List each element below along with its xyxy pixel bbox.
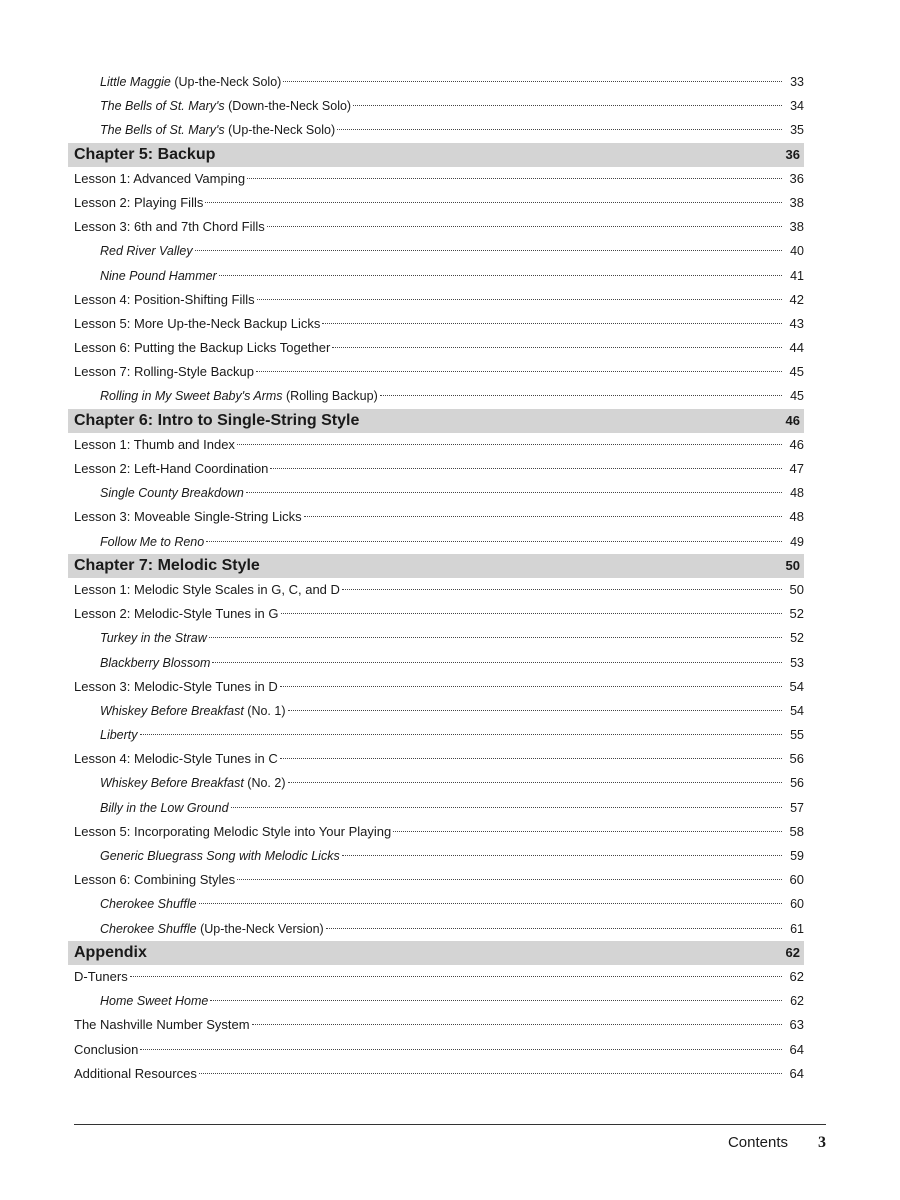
toc-page-number: 33 <box>790 75 804 89</box>
dot-leader <box>380 395 782 396</box>
toc-tune-entry[interactable] <box>74 723 804 747</box>
toc-entry-title: Lesson 4: Position-Shifting Fills <box>74 291 255 307</box>
toc-entry-title <box>100 264 217 288</box>
dot-leader <box>256 371 782 372</box>
toc-entry-title: Lesson 3: Moveable Single-String Licks <box>74 509 302 525</box>
dot-leader <box>199 903 782 904</box>
page-footer <box>74 1134 826 1152</box>
toc-lesson-entry[interactable] <box>74 191 804 215</box>
toc-entry-title: The Nashville Number System <box>74 1017 250 1033</box>
toc-page-number: 60 <box>789 872 804 888</box>
dot-leader <box>288 710 783 711</box>
toc-tune-name: Single County Breakdown <box>100 486 244 501</box>
toc-tune-entry[interactable] <box>74 699 804 723</box>
toc-tune-entry[interactable] <box>74 917 804 941</box>
toc-tune-entry[interactable] <box>74 796 804 820</box>
toc-entry-title: Lesson 2: Left-Hand Coordination <box>74 461 269 476</box>
dot-leader <box>280 686 782 687</box>
toc-page-number: 47 <box>789 461 804 476</box>
toc-entry-title <box>100 70 281 94</box>
toc-page-number: 36 <box>789 170 804 186</box>
toc-lesson-entry[interactable] <box>74 965 804 989</box>
dot-leader <box>342 855 782 856</box>
toc-entry-title: Chapter 7: Melodic Style <box>74 556 260 574</box>
toc-entry-title: Lesson 5: More Up-the-Neck Backup Licks <box>74 315 321 331</box>
toc-tune-entry[interactable] <box>74 626 804 650</box>
toc-entry-title <box>100 723 138 747</box>
dot-leader <box>326 928 782 929</box>
toc-tune-name: Turkey in the Straw <box>100 631 207 646</box>
toc-entry-title: Appendix <box>74 943 147 961</box>
dot-leader <box>205 202 782 203</box>
dot-leader <box>280 758 782 759</box>
toc-page-number: 41 <box>790 268 804 283</box>
toc-entry-title <box>100 239 193 263</box>
toc-page-number: 42 <box>789 291 804 307</box>
dot-leader <box>304 516 782 517</box>
toc-tune-note: (No. 1) <box>243 703 286 718</box>
dot-leader <box>288 782 783 783</box>
toc-page-number: 50 <box>785 557 800 573</box>
toc-page-number: 56 <box>789 751 804 767</box>
toc-tune-name: Little Maggie <box>100 75 171 89</box>
toc-entry-title: Lesson 3: 6th and 7th Chord Fills <box>74 219 265 235</box>
toc-page-number: 61 <box>790 921 804 936</box>
dot-leader <box>252 1024 782 1025</box>
toc-entry-title: Lesson 7: Rolling-Style Backup <box>74 364 254 380</box>
dot-leader <box>219 275 782 276</box>
toc-entry-title: Lesson 1: Advanced Vamping <box>74 170 246 186</box>
toc-entry-title: Conclusion <box>74 1041 139 1057</box>
dot-leader <box>353 105 782 106</box>
toc-page-number: 63 <box>789 1017 804 1033</box>
dot-leader <box>195 250 782 251</box>
toc-entry-title <box>100 481 244 505</box>
toc-entry-title <box>100 989 208 1013</box>
toc-tune-name: The Bells of St. Mary's <box>100 123 225 138</box>
toc-page-number: 36 <box>785 146 800 162</box>
toc-entry-title: Additional Resources <box>74 1065 197 1081</box>
toc-tune-entry[interactable] <box>74 651 804 675</box>
toc-page-number: 56 <box>790 776 804 791</box>
toc-page-number: 62 <box>790 994 804 1009</box>
toc-tune-entry[interactable] <box>74 70 804 94</box>
toc-tune-entry[interactable] <box>74 989 804 1013</box>
toc-entry-title <box>100 771 286 795</box>
toc-lesson-entry[interactable] <box>74 602 804 626</box>
toc-page-number: 52 <box>789 606 804 622</box>
toc-entry-title <box>100 118 335 142</box>
toc-tune-name: Whiskey Before Breakfast <box>100 703 244 718</box>
toc-lesson-entry[interactable] <box>74 336 804 360</box>
toc-entry-title <box>100 796 229 820</box>
toc-lesson-entry[interactable] <box>74 1062 804 1086</box>
toc-page-number: 59 <box>790 849 804 863</box>
toc-tune-entry[interactable] <box>74 844 804 868</box>
toc-chapter-heading[interactable] <box>68 941 804 965</box>
toc-tune-name: Follow Me to Reno <box>100 534 205 549</box>
toc-tune-name: The Bells of St. Mary's <box>100 99 225 114</box>
dot-leader <box>270 468 782 469</box>
toc-tune-note: (No. 2) <box>243 776 286 791</box>
toc-entry-title: Lesson 5: Incorporating Melodic Style into Your Playing <box>74 823 392 839</box>
toc-tune-entry[interactable] <box>74 530 804 554</box>
dot-leader <box>281 613 783 614</box>
toc-lesson-entry[interactable] <box>74 167 804 191</box>
toc-page-number: 58 <box>789 823 804 839</box>
toc-entry-title <box>100 699 286 723</box>
dot-leader <box>140 734 782 735</box>
toc-lesson-entry[interactable] <box>74 433 804 457</box>
toc-page-number: 46 <box>785 412 800 428</box>
footer-rule <box>74 1124 826 1125</box>
toc-tune-entry[interactable] <box>74 384 804 408</box>
dot-leader <box>267 226 782 227</box>
toc-lesson-entry[interactable] <box>74 360 804 384</box>
toc-tune-note: (Up-the-Neck Solo) <box>224 123 336 138</box>
toc-page-number: 64 <box>789 1041 804 1057</box>
toc-page-number: 54 <box>790 703 804 718</box>
dot-leader <box>209 637 782 638</box>
toc-page-number: 50 <box>789 581 804 597</box>
toc-entry-title <box>100 651 210 675</box>
toc-tune-name: Billy in the Low Ground <box>100 800 229 815</box>
toc-tune-name: Cherokee Shuffle <box>100 921 197 936</box>
toc-lesson-entry[interactable] <box>74 578 804 602</box>
toc-page-number: 55 <box>790 728 804 743</box>
toc-tune-note: (Rolling Backup) <box>282 389 378 404</box>
toc-entry-title: Lesson 6: Combining Styles <box>74 872 236 888</box>
toc-tune-name: Liberty <box>100 728 138 743</box>
toc-lesson-entry[interactable] <box>74 312 804 336</box>
toc-entry-title <box>100 917 324 941</box>
toc-page-number: 46 <box>789 436 804 452</box>
dot-leader <box>140 1049 782 1050</box>
toc-tune-note: (Down-the-Neck Solo) <box>224 99 352 114</box>
toc-entry-title <box>100 94 351 118</box>
toc-tune-name: Cherokee Shuffle <box>100 897 197 912</box>
dot-leader <box>130 976 782 977</box>
toc-tune-entry[interactable] <box>74 481 804 505</box>
toc-chapter-heading[interactable] <box>68 409 804 433</box>
table-of-contents <box>74 70 804 1086</box>
toc-page-number: 45 <box>789 364 804 380</box>
toc-page-number: 57 <box>790 800 804 815</box>
toc-page-number: 48 <box>789 509 804 525</box>
toc-lesson-entry[interactable] <box>74 505 804 529</box>
toc-tune-entry[interactable] <box>74 771 804 795</box>
footer-page-number: 3 <box>818 1134 826 1151</box>
dot-leader <box>206 541 782 542</box>
toc-tune-name: Generic Bluegrass Song with Melodic Licks <box>100 849 340 863</box>
toc-lesson-entry[interactable] <box>74 288 804 312</box>
toc-page-number: 48 <box>790 486 804 501</box>
toc-entry-title: Lesson 4: Melodic-Style Tunes in C <box>74 751 278 767</box>
dot-leader <box>237 444 782 445</box>
toc-page-number: 53 <box>790 655 804 670</box>
toc-chapter-heading[interactable] <box>68 554 804 578</box>
dot-leader <box>393 831 782 832</box>
toc-lesson-entry[interactable] <box>74 747 804 771</box>
toc-entry-title: Lesson 6: Putting the Backup Licks Together <box>74 340 331 356</box>
toc-page-number: 40 <box>790 244 804 259</box>
toc-page-number: 60 <box>790 897 804 912</box>
toc-lesson-entry[interactable] <box>74 457 804 481</box>
dot-leader <box>342 589 782 590</box>
toc-page-number: 43 <box>789 315 804 331</box>
toc-entry-title: Chapter 6: Intro to Single-String Style <box>74 411 360 429</box>
toc-entry-title: Lesson 3: Melodic-Style Tunes in D <box>74 678 278 694</box>
toc-tune-entry[interactable] <box>74 118 804 142</box>
toc-tune-name: Home Sweet Home <box>100 994 209 1009</box>
toc-entry-title: Lesson 2: Playing Fills <box>74 194 204 210</box>
toc-tune-entry[interactable] <box>74 94 804 118</box>
toc-page-number: 62 <box>789 968 804 984</box>
toc-entry-title: Chapter 5: Backup <box>74 145 216 163</box>
toc-lesson-entry[interactable] <box>74 820 804 844</box>
toc-tune-name: Blackberry Blossom <box>100 655 211 670</box>
dot-leader <box>337 129 782 130</box>
dot-leader <box>199 1073 782 1074</box>
toc-lesson-entry[interactable] <box>74 1013 804 1037</box>
footer-section-label: Contents <box>727 1134 788 1151</box>
toc-page-number: 52 <box>790 631 804 646</box>
toc-entry-title: Lesson 2: Melodic-Style Tunes in G <box>74 606 279 622</box>
toc-lesson-entry[interactable] <box>74 868 804 892</box>
dot-leader <box>237 879 782 880</box>
toc-tune-entry[interactable] <box>74 264 804 288</box>
dot-leader <box>332 347 782 348</box>
toc-lesson-entry[interactable] <box>74 675 804 699</box>
dot-leader <box>283 81 782 82</box>
toc-tune-note: (Up-the-Neck Solo) <box>170 75 282 89</box>
toc-chapter-heading[interactable] <box>68 143 804 167</box>
toc-page-number: 62 <box>785 944 800 960</box>
toc-tune-note: (Up-the-Neck Version) <box>196 921 324 936</box>
toc-lesson-entry[interactable] <box>74 1038 804 1062</box>
toc-page-number: 38 <box>789 219 804 235</box>
toc-page-number: 38 <box>789 194 804 210</box>
toc-tune-name: Red River Valley <box>100 244 193 259</box>
dot-leader <box>210 1000 782 1001</box>
toc-lesson-entry[interactable] <box>74 215 804 239</box>
toc-tune-name: Whiskey Before Breakfast <box>100 776 244 791</box>
toc-page-number: 34 <box>790 99 804 114</box>
toc-page-number: 54 <box>789 678 804 694</box>
toc-page-number: 44 <box>789 340 804 356</box>
toc-entry-title <box>100 892 197 916</box>
toc-entry-title: D-Tuners <box>74 968 128 984</box>
toc-entry-title <box>100 626 207 650</box>
toc-page-number: 45 <box>790 389 804 404</box>
toc-entry-title: Lesson 1: Melodic Style Scales in G, C, and D <box>74 581 340 597</box>
toc-entry-title <box>100 384 378 408</box>
toc-page-number: 64 <box>789 1065 804 1081</box>
dot-leader <box>322 323 782 324</box>
toc-entry-title <box>100 530 204 554</box>
dot-leader <box>246 492 782 493</box>
toc-tune-entry[interactable] <box>74 892 804 916</box>
dot-leader <box>231 807 782 808</box>
dot-leader <box>247 178 782 179</box>
toc-tune-name: Rolling in My Sweet Baby's Arms <box>100 389 283 404</box>
toc-page-number: 49 <box>790 534 804 549</box>
toc-page-number: 35 <box>790 123 804 138</box>
toc-entry-title <box>100 844 340 868</box>
dot-leader <box>257 299 782 300</box>
toc-tune-name: Nine Pound Hammer <box>100 268 217 283</box>
toc-tune-entry[interactable] <box>74 239 804 263</box>
dot-leader <box>212 662 782 663</box>
toc-entry-title: Lesson 1: Thumb and Index <box>74 436 235 452</box>
